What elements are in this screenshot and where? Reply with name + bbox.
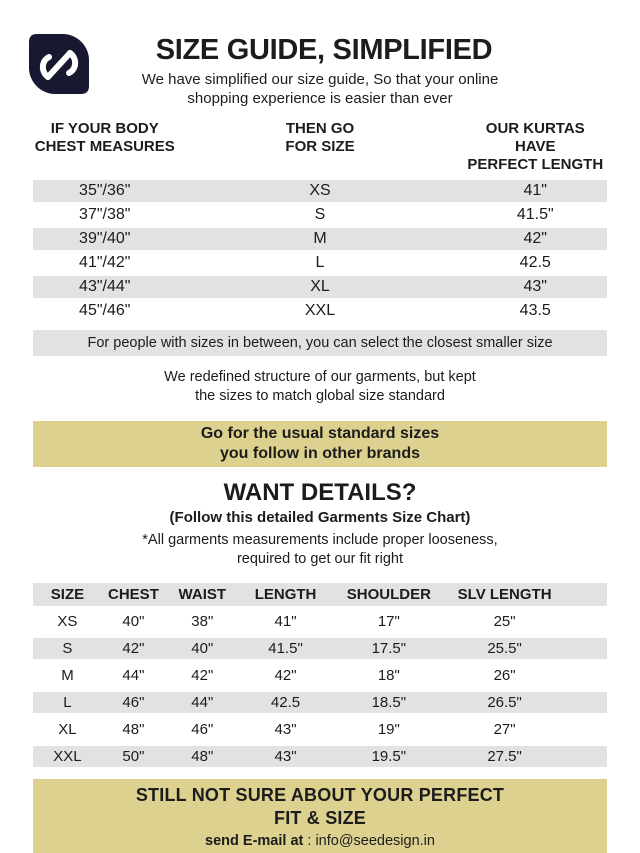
cell-sleeve-length: 26.5" bbox=[487, 694, 522, 711]
column-header-size-line2: FOR SIZE bbox=[285, 138, 355, 155]
cell-waist: 48" bbox=[191, 748, 214, 765]
cell-length: 41.5" bbox=[516, 206, 554, 223]
column-header-waist: WAIST bbox=[178, 586, 227, 603]
column-header-shoulder: SHOULDER bbox=[346, 586, 431, 603]
column-header-size: SIZE bbox=[50, 586, 85, 603]
cell-sleeve-length: 26" bbox=[493, 667, 516, 684]
garments-table-row bbox=[33, 638, 607, 659]
column-header-size bbox=[177, 120, 464, 174]
page-subtitle-line2: shopping experience is easier than ever bbox=[187, 90, 453, 107]
redefined-line2: the sizes to match global size standard bbox=[195, 388, 445, 404]
cell-sleeve-length: 27.5" bbox=[487, 748, 522, 765]
cell-shoulder: 17" bbox=[377, 613, 400, 630]
looseness-note-line2: required to get our fit right bbox=[236, 550, 404, 567]
garments-table-header bbox=[33, 583, 607, 606]
cell-waist: 40" bbox=[191, 640, 214, 657]
cell-shoulder: 18.5" bbox=[371, 694, 407, 711]
email-label: send E-mail at bbox=[205, 832, 304, 849]
column-header-length: LENGTH bbox=[254, 586, 317, 603]
cell-chest: 48" bbox=[122, 721, 145, 738]
garments-table-row bbox=[33, 692, 607, 713]
cell-length: 41" bbox=[274, 613, 297, 630]
cell-length: 41" bbox=[523, 182, 547, 199]
cell-chest: 35"/36" bbox=[79, 182, 131, 199]
cell-length: 42.5 bbox=[519, 254, 551, 271]
cell-size: L bbox=[315, 254, 325, 271]
brand-logo-icon bbox=[25, 30, 93, 98]
column-header-chest: CHEST bbox=[108, 586, 159, 603]
column-header-chest bbox=[33, 120, 177, 174]
size-table-row bbox=[33, 300, 607, 322]
cell-length: 42.5 bbox=[270, 694, 301, 711]
contact-email-line bbox=[33, 833, 607, 849]
cell-waist: 46" bbox=[191, 721, 214, 738]
cell-length: 42" bbox=[523, 230, 547, 247]
standard-sizes-banner-line2: you follow in other brands bbox=[220, 444, 420, 462]
cell-size: S bbox=[62, 640, 73, 657]
standard-sizes-banner-line1: Go for the usual standard sizes bbox=[200, 424, 440, 442]
cell-size: XS bbox=[57, 613, 78, 630]
cell-chest: 37"/38" bbox=[79, 206, 131, 223]
looseness-note-line1: *All garments measurements include proper looseness, bbox=[142, 531, 498, 548]
page-title: SIZE GUIDE, SIMPLIFIED bbox=[155, 34, 493, 66]
size-table-row bbox=[33, 180, 607, 202]
cell-length: 43.5 bbox=[519, 302, 551, 319]
cell-chest: 44" bbox=[122, 667, 145, 684]
garments-table-row bbox=[33, 719, 607, 740]
contact-banner-line1: STILL NOT SURE ABOUT YOUR PERFECT bbox=[135, 784, 505, 805]
column-header-size-line1: THEN GO bbox=[285, 120, 355, 137]
cell-size: XS bbox=[309, 182, 331, 199]
email-address: info@seedesign.in bbox=[315, 832, 435, 849]
cell-size: XXL bbox=[53, 748, 82, 765]
cell-sleeve-length: 25.5" bbox=[487, 640, 522, 657]
cell-chest: 42" bbox=[122, 640, 145, 657]
cell-size: L bbox=[63, 694, 72, 711]
cell-waist: 42" bbox=[191, 667, 214, 684]
column-header-length-line1: OUR KURTAS HAVE bbox=[485, 120, 585, 155]
cell-length: 43" bbox=[274, 721, 297, 738]
brand-logo bbox=[25, 30, 93, 98]
cell-size: XL bbox=[58, 721, 77, 738]
cell-shoulder: 17.5" bbox=[371, 640, 407, 657]
page-subtitle-line1: We have simplified our size guide, So that your online bbox=[141, 71, 499, 88]
cell-length: 41.5" bbox=[268, 640, 303, 657]
email-separator: : bbox=[303, 832, 316, 849]
garments-table-row bbox=[33, 611, 607, 632]
looseness-note bbox=[0, 531, 640, 569]
size-table-row bbox=[33, 252, 607, 274]
cell-size: XXL bbox=[304, 302, 336, 319]
cell-chest: 45"/46" bbox=[79, 302, 131, 319]
cell-chest: 43"/44" bbox=[79, 278, 131, 295]
column-header-length bbox=[464, 120, 608, 174]
redefined-structure-text bbox=[0, 368, 640, 406]
cell-chest: 39"/40" bbox=[79, 230, 131, 247]
size-table-row bbox=[33, 276, 607, 298]
cell-chest: 41"/42" bbox=[79, 254, 131, 271]
cell-chest: 46" bbox=[122, 694, 145, 711]
cell-size: M bbox=[313, 230, 327, 247]
column-header-sleeve-length: SLV LENGTH bbox=[457, 586, 552, 603]
want-details-subheading: (Follow this detailed Garments Size Chart) bbox=[169, 508, 471, 526]
cell-length: 42" bbox=[274, 667, 297, 684]
contact-banner-line2: FIT & SIZE bbox=[274, 807, 366, 828]
cell-chest: 50" bbox=[122, 748, 145, 765]
size-table-row bbox=[33, 204, 607, 226]
cell-shoulder: 19" bbox=[377, 721, 400, 738]
standard-sizes-banner bbox=[33, 421, 607, 467]
size-table-row bbox=[33, 228, 607, 250]
cell-sleeve-length: 27" bbox=[493, 721, 516, 738]
cell-shoulder: 19.5" bbox=[371, 748, 407, 765]
cell-size: M bbox=[61, 667, 74, 684]
cell-size: XL bbox=[310, 278, 330, 295]
cell-sleeve-length: 25" bbox=[493, 613, 516, 630]
garments-table-row bbox=[33, 665, 607, 686]
column-header-length-line2: PERFECT LENGTH bbox=[467, 156, 604, 173]
column-header-chest-line2: CHEST MEASURES bbox=[34, 138, 175, 155]
in-between-sizes-note: For people with sizes in between, you can select the closest smaller size bbox=[33, 330, 607, 356]
cell-length: 43" bbox=[523, 278, 547, 295]
cell-length: 43" bbox=[274, 748, 297, 765]
cell-chest: 40" bbox=[122, 613, 145, 630]
page-subtitle bbox=[0, 70, 640, 108]
cell-waist: 38" bbox=[191, 613, 214, 630]
want-details-heading: WANT DETAILS? bbox=[223, 478, 417, 506]
column-header-chest-line1: IF YOUR BODY bbox=[50, 120, 159, 137]
size-table-header bbox=[33, 120, 607, 174]
cell-waist: 44" bbox=[191, 694, 214, 711]
redefined-line1: We redefined structure of our garments, but kept bbox=[164, 369, 476, 385]
garments-table-row bbox=[33, 746, 607, 767]
cell-shoulder: 18" bbox=[377, 667, 400, 684]
cell-size: S bbox=[314, 206, 326, 223]
contact-banner bbox=[33, 779, 607, 853]
